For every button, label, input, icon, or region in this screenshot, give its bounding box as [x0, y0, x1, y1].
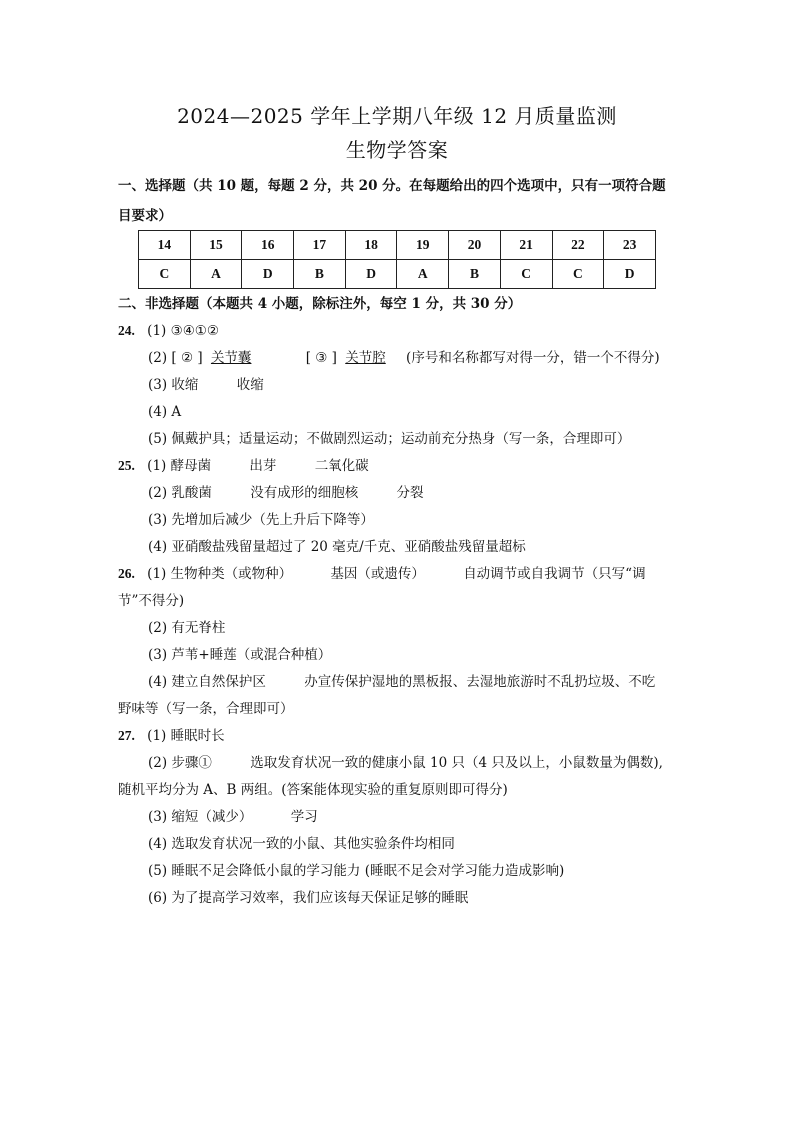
table-cell: D — [604, 260, 656, 289]
table-cell: 15 — [190, 231, 242, 260]
question-number: 27. — [118, 728, 135, 743]
answer-text: 基因（或遗传） — [330, 566, 425, 582]
answer-text: (3) 先增加后减少（先上升后下降等） — [148, 512, 374, 528]
answer-text: 自动调节或自我调节（只写“调 — [463, 566, 646, 582]
answer-text: (1) ③④①② — [147, 323, 219, 339]
q27-line2 — [148, 753, 663, 773]
answer-text: (2) 步骤① — [148, 755, 212, 771]
answer-text: 随机平均分为 A、B 两组。(答案能体现实验的重复原则即可得分) — [118, 782, 508, 798]
answer-text: (3) 芦苇+睡莲（或混合种植） — [148, 647, 332, 663]
answer-text: [ ③ ] — [305, 350, 337, 366]
q25-line1 — [118, 456, 369, 476]
answer-row — [139, 260, 656, 289]
table-cell: C — [139, 260, 191, 289]
answer-text: (1) 睡眠时长 — [147, 728, 225, 744]
answer-text: (4) 建立自然保护区 — [148, 674, 266, 690]
table-cell: B — [449, 260, 501, 289]
table-cell: B — [294, 260, 346, 289]
answer-text: 二氧化碳 — [314, 458, 369, 474]
answer-text: 没有成形的细胞核 — [250, 485, 359, 501]
q24-line3 — [148, 375, 264, 395]
answer-text: (3) 收缩 — [148, 377, 199, 393]
answer-text: 关节囊 — [210, 350, 252, 366]
answer-text: (3) 缩短（减少） — [148, 809, 253, 825]
q27-line1 — [118, 726, 225, 746]
question-number: 25. — [118, 458, 135, 473]
answer-text: (2) [ ② ] — [148, 350, 203, 366]
answer-text: 野味等（写一条，合理即可） — [118, 701, 294, 717]
answer-text: 收缩 — [236, 377, 264, 393]
table-cell: 20 — [449, 231, 501, 260]
answer-text: (4) 亚硝酸盐残留量超过了 20 毫克/千克、亚硝酸盐残留量超标 — [148, 539, 526, 555]
table-cell: A — [190, 260, 242, 289]
table-cell: 17 — [294, 231, 346, 260]
q26-line1 — [118, 564, 646, 584]
answer-text: (5) 睡眠不足会降低小鼠的学习能力 (睡眠不足会对学习能力造成影响) — [148, 863, 565, 879]
answer-text: 关节腔 — [345, 350, 386, 366]
table-cell: 18 — [345, 231, 397, 260]
table-cell: D — [242, 260, 294, 289]
answer-text: (4) A — [148, 404, 182, 420]
table-cell: 23 — [604, 231, 656, 260]
q24-line1 — [118, 321, 219, 341]
q27-line3 — [148, 807, 318, 827]
page-subtitle: 生物学答案 — [345, 138, 449, 162]
answer-text: (5) 佩戴护具；适量运动；不做剧烈运动；运动前充分热身（写一条，合理即可） — [148, 431, 631, 447]
q25-line2 — [148, 483, 424, 503]
answer-text: (1) 酵母菌 — [147, 458, 212, 474]
answer-text: 学习 — [290, 809, 318, 825]
page-title: 2024—2025 学年上学期八年级 12 月质量监测 — [177, 104, 617, 128]
table-cell: 16 — [242, 231, 294, 260]
q26-line4 — [148, 672, 655, 692]
question-number: 26. — [118, 566, 135, 581]
answer-text: 节”不得分) — [118, 593, 185, 609]
question-number: 24. — [118, 323, 135, 338]
answer-text: 分裂 — [396, 485, 424, 501]
answer-text: 办宣传保护湿地的黑板报、去湿地旅游时不乱扔垃圾、不吃 — [304, 674, 656, 690]
question-number-row — [139, 231, 656, 260]
answer-text: (2) 乳酸菌 — [148, 485, 212, 501]
section1-heading: 一、选择题（共 10 题，每题 2 分，共 20 分。在每题给出的四个选项中，只有一项符合题 — [118, 178, 666, 194]
section1-heading-cont: 目要求） — [118, 208, 172, 224]
table-cell: A — [397, 260, 449, 289]
table-cell: 19 — [397, 231, 449, 260]
answer-text: (2) 有无脊柱 — [148, 620, 226, 636]
table-cell: C — [500, 260, 552, 289]
answer-text: (1) 生物种类（或物种） — [147, 566, 293, 582]
answer-text: (4) 选取发育状况一致的小鼠、其他实验条件均相同 — [148, 836, 455, 852]
table-cell: 14 — [139, 231, 191, 260]
table-cell: C — [552, 260, 604, 289]
answer-table — [138, 230, 656, 289]
answer-text: 选取发育状况一致的健康小鼠 10 只（4 只及以上，小鼠数量为偶数), — [250, 755, 663, 771]
answer-text: (6) 为了提高学习效率，我们应该每天保证足够的睡眠 — [148, 890, 469, 906]
grading-note: (序号和名称都写对得一分，错一个不得分) — [406, 350, 660, 366]
table-cell: D — [345, 260, 397, 289]
section2-heading: 二、非选择题（本题共 4 小题，除标注外，每空 1 分，共 30 分） — [118, 296, 522, 312]
answer-text: 出芽 — [249, 458, 277, 474]
q24-line2 — [148, 348, 660, 368]
table-cell: 21 — [500, 231, 552, 260]
table-cell: 22 — [552, 231, 604, 260]
